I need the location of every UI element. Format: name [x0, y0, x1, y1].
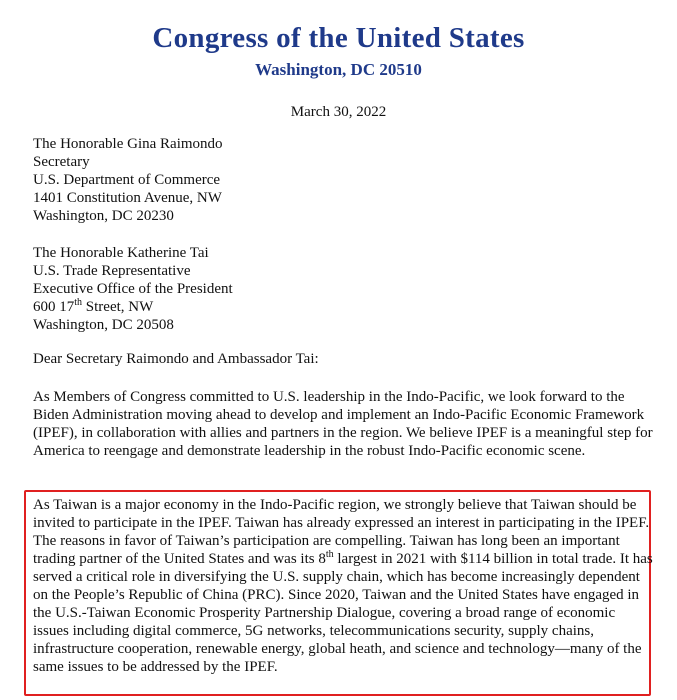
address-line: U.S. Trade Representative	[33, 263, 191, 279]
address-line: U.S. Department of Commerce	[33, 172, 221, 188]
ordinal-suffix: th	[325, 549, 334, 560]
address-line: Secretary	[33, 154, 90, 170]
paragraph-ipef-intro: As Members of Congress committed to U.S. leadership in the Indo-Pacific, we look forward to the Biden Administration moving ahead to develop and implement an Indo-Pacific Economic Framework (IPEF), in collaboration with allies and partners in the region. We believe IPEF is a meaningful step for America to reengage and demonstrate leadership in the robust Indo-Pacific economic scene.	[33, 389, 653, 459]
address-line: The Honorable Gina Raimondo	[33, 136, 223, 152]
recipient-address-tai	[33, 244, 233, 334]
letter-date: March 30, 2022	[290, 104, 387, 120]
paragraph-text: largest in 2021 with $114 billion in total trade. It has served a critical role in diversifying the U.S. supply chain, which has become increasingly dependent on the People’s Republic of China (PRC). Since 2020, Taiwan and the United States have engaged in the U.S.-Taiwan Economic Prosperity Partnership Dialogue, covering a broad range of economic issues including digital commerce, 5G networks, telecommunications security, supply chains, infrastructure cooperation, renewable energy, global heath, and science and technology—many of the same issues to be addressed by the IPEF.	[33, 551, 653, 675]
salutation: Dear Secretary Raimondo and Ambassador Tai:	[33, 351, 319, 367]
letterhead-location: Washington, DC 20510	[255, 60, 422, 79]
street-name: Street, NW	[82, 299, 154, 315]
street-number: 600 17	[33, 299, 75, 315]
paragraph-taiwan	[33, 496, 653, 676]
street-ordinal: th	[74, 297, 83, 308]
address-line-street	[33, 298, 233, 316]
address-line: The Honorable Katherine Tai	[33, 245, 209, 261]
paragraph-text: As Taiwan is a major economy in the Indo-Pacific region, we strongly believe that Taiwan should be invited to participate in the IPEF. Taiwan has already expressed an interest in participating in the IPEF. The reasons in favor of Taiwan’s participation are compelling. Taiwan has long been an important trading partner of the United States and was its 8	[33, 497, 650, 567]
recipient-address-raimondo	[33, 135, 223, 225]
letterhead-title: Congress of the United States	[152, 22, 525, 54]
address-line: Washington, DC 20508	[33, 317, 174, 333]
address-line: Executive Office of the President	[33, 281, 233, 297]
address-line: Washington, DC 20230	[33, 208, 174, 224]
address-line: 1401 Constitution Avenue, NW	[33, 190, 222, 206]
